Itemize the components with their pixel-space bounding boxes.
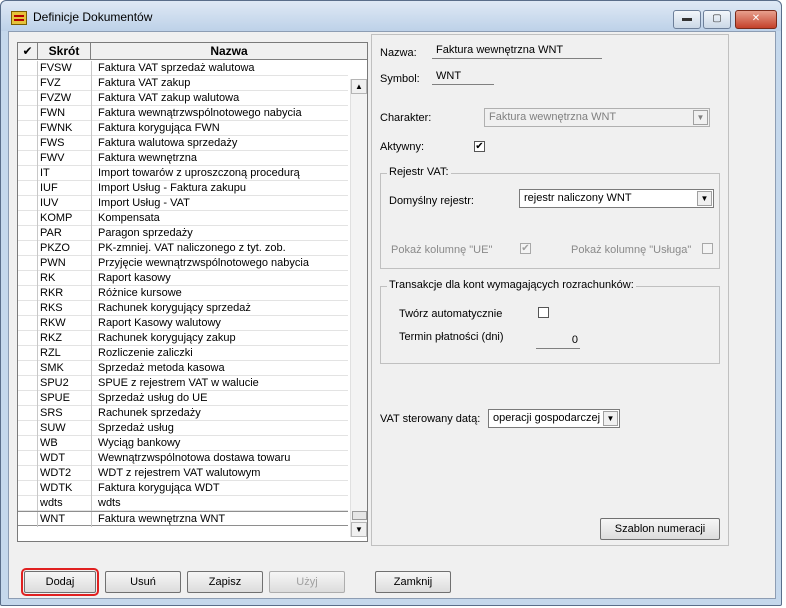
domyslny-rejestr-dropdown-icon[interactable]: ▼ xyxy=(697,191,712,206)
termin-platnosci-field[interactable]: 0 xyxy=(536,333,580,349)
vat-sterowany-combo[interactable] xyxy=(488,409,620,428)
skrot-cell: RKZ xyxy=(40,332,62,344)
charakter-value: Faktura wewnętrzna WNT xyxy=(489,111,617,123)
nazwa-cell: Paragon sprzedaży xyxy=(91,226,348,241)
table-row[interactable] xyxy=(18,61,348,76)
row-indicator[interactable] xyxy=(18,496,38,511)
symbol-field[interactable]: WNT xyxy=(432,69,494,85)
charakter-combo xyxy=(484,108,710,127)
maximize-button[interactable]: ▢ xyxy=(703,10,731,29)
nazwa-cell: Faktura korygująca WDT xyxy=(91,481,348,496)
zamknij-button[interactable]: Zamknij xyxy=(375,571,451,593)
table-row[interactable] xyxy=(18,256,348,271)
tworz-automatycznie-label: Twórz automatycznie xyxy=(399,308,503,320)
table-row[interactable] xyxy=(18,166,348,181)
ue-column-checkbox[interactable]: ✔ xyxy=(521,243,530,254)
nazwa-cell: wdts xyxy=(91,496,348,511)
table-row[interactable] xyxy=(18,496,348,511)
table-row[interactable] xyxy=(18,391,348,406)
table-row[interactable] xyxy=(18,121,348,136)
grid-rows xyxy=(18,61,348,526)
row-indicator[interactable] xyxy=(18,226,38,241)
nazwa-cell: Rachunek korygujący sprzedaż xyxy=(91,301,348,316)
nazwa-cell: Przyjęcie wewnątrzwspólnotowego nabycia xyxy=(91,256,348,271)
skrot-cell: PWN xyxy=(40,257,66,269)
nazwa-cell: Faktura VAT zakup walutowa xyxy=(91,91,348,106)
nazwa-cell: Faktura korygująca FWN xyxy=(91,121,348,136)
scroll-down-icon[interactable]: ▼ xyxy=(351,522,367,537)
transakcje-group xyxy=(380,279,720,364)
documents-grid[interactable] xyxy=(17,42,368,542)
app-icon xyxy=(11,11,27,25)
column-header-nazwa[interactable]: Nazwa xyxy=(210,44,248,58)
nazwa-cell: Import Usług - Faktura zakupu xyxy=(91,181,348,196)
table-row[interactable] xyxy=(18,136,348,151)
table-row[interactable] xyxy=(18,436,348,451)
nazwa-cell: Kompensata xyxy=(91,211,348,226)
skrot-cell: FWN xyxy=(40,107,66,119)
row-indicator[interactable] xyxy=(18,406,38,421)
aktywny-checkbox[interactable]: ✔ xyxy=(475,141,484,152)
domyslny-rejestr-value: rejestr naliczony WNT xyxy=(524,192,632,204)
nazwa-cell: Rachunek korygujący zakup xyxy=(91,331,348,346)
nazwa-cell: Wewnątrzwspólnotowa dostawa towaru xyxy=(91,451,348,466)
domyslny-rejestr-combo[interactable] xyxy=(519,189,714,208)
skrot-cell: RKR xyxy=(40,287,64,299)
skrot-cell: FWV xyxy=(40,152,65,164)
skrot-cell: RK xyxy=(40,272,56,284)
table-row[interactable] xyxy=(18,346,348,361)
row-indicator[interactable] xyxy=(18,181,38,196)
title-bar[interactable] xyxy=(1,1,781,31)
nazwa-cell: Rozliczenie zaliczki xyxy=(91,346,348,361)
row-indicator[interactable] xyxy=(18,331,38,346)
table-row[interactable] xyxy=(18,226,348,241)
table-row[interactable] xyxy=(18,151,348,166)
nazwa-cell: Faktura VAT zakup xyxy=(91,76,348,91)
skrot-cell: SPUE xyxy=(40,392,70,404)
nazwa-cell: Faktura wewnętrzna WNT xyxy=(91,512,348,527)
row-indicator[interactable] xyxy=(18,211,38,226)
nazwa-cell: PK-zmniej. VAT naliczonego z tyt. zob. xyxy=(91,241,348,256)
nazwa-cell: Faktura wewnątrzwspólnotowego nabycia xyxy=(91,106,348,121)
row-indicator[interactable] xyxy=(18,256,38,271)
row-indicator[interactable] xyxy=(18,151,38,166)
skrot-cell: SRS xyxy=(40,407,63,419)
uzyj-button[interactable]: Użyj xyxy=(269,571,345,593)
skrot-cell: WDTK xyxy=(40,482,73,494)
table-row[interactable] xyxy=(18,406,348,421)
skrot-cell: WB xyxy=(40,437,58,449)
termin-platnosci-label: Termin płatności (dni) xyxy=(399,331,504,343)
row-indicator[interactable] xyxy=(18,76,38,91)
skrot-cell: PKZO xyxy=(40,242,70,254)
row-indicator[interactable] xyxy=(18,286,38,301)
skrot-cell: WDT xyxy=(40,452,66,464)
zapisz-button[interactable]: Zapisz xyxy=(187,571,263,593)
table-row[interactable] xyxy=(18,481,348,496)
scroll-up-icon[interactable]: ▲ xyxy=(351,79,367,94)
skrot-cell: WNT xyxy=(40,513,66,525)
row-indicator[interactable] xyxy=(18,136,38,151)
charakter-dropdown-icon: ▼ xyxy=(693,110,708,125)
table-row[interactable] xyxy=(18,421,348,436)
nazwa-cell: Sprzedaż metoda kasowa xyxy=(91,361,348,376)
row-indicator[interactable] xyxy=(18,481,38,496)
nazwa-cell: WDT z rejestrem VAT walutowym xyxy=(91,466,348,481)
row-indicator[interactable] xyxy=(18,451,38,466)
symbol-label: Symbol: xyxy=(380,73,420,85)
table-row[interactable] xyxy=(18,511,348,526)
skrot-cell: WDT2 xyxy=(40,467,72,479)
usluga-column-checkbox[interactable] xyxy=(702,243,713,254)
nazwa-cell: Faktura walutowa sprzedaży xyxy=(91,136,348,151)
nazwa-cell: Faktura VAT sprzedaż walutowa xyxy=(91,61,348,76)
row-indicator[interactable] xyxy=(18,91,38,106)
szablon-numeracji-button[interactable]: Szablon numeracji xyxy=(600,518,720,540)
ue-column-label: Pokaż kolumnę "UE" xyxy=(391,244,493,256)
skrot-cell: wdts xyxy=(40,497,63,509)
rejestr-vat-group xyxy=(380,166,720,269)
row-indicator[interactable] xyxy=(18,421,38,436)
charakter-label: Charakter: xyxy=(380,112,432,124)
column-header-check[interactable]: ✔ xyxy=(18,43,38,60)
nazwa-cell: Import towarów z uproszczoną procedurą xyxy=(91,166,348,181)
dialog-client xyxy=(8,31,776,599)
transakcje-title: Transakcje dla kont wymagających rozrachunków: xyxy=(389,279,634,291)
skrot-cell: FVSW xyxy=(40,62,72,74)
scroll-thumb[interactable] xyxy=(352,511,367,520)
table-row[interactable] xyxy=(18,316,348,331)
minimize-button[interactable]: ▬ xyxy=(673,10,701,29)
usluga-column-label: Pokaż kolumnę "Usługa" xyxy=(571,244,692,256)
table-row[interactable] xyxy=(18,331,348,346)
usun-button[interactable]: Usuń xyxy=(105,571,181,593)
domyslny-rejestr-label: Domyślny rejestr: xyxy=(389,195,474,207)
table-row[interactable] xyxy=(18,271,348,286)
row-indicator[interactable] xyxy=(18,241,38,256)
table-row[interactable] xyxy=(18,376,348,391)
nazwa-cell: Import Usług - VAT xyxy=(91,196,348,211)
row-indicator[interactable] xyxy=(18,271,38,286)
row-indicator[interactable] xyxy=(18,346,38,361)
nazwa-field[interactable]: Faktura wewnętrzna WNT xyxy=(432,43,602,59)
vat-sterowany-value: operacji gospodarczej xyxy=(493,412,601,424)
row-indicator[interactable] xyxy=(18,436,38,451)
row-indicator[interactable] xyxy=(18,466,38,481)
skrot-cell: IT xyxy=(40,167,50,179)
table-row[interactable] xyxy=(18,181,348,196)
skrot-cell: RKW xyxy=(40,317,66,329)
table-row[interactable] xyxy=(18,286,348,301)
skrot-cell: SUW xyxy=(40,422,66,434)
tworz-automatycznie-checkbox[interactable] xyxy=(538,307,549,318)
nazwa-cell: Różnice kursowe xyxy=(91,286,348,301)
close-button[interactable]: ✕ xyxy=(735,10,777,29)
skrot-cell: IUF xyxy=(40,182,58,194)
dodaj-button[interactable]: Dodaj xyxy=(24,571,96,593)
vat-sterowany-dropdown-icon[interactable]: ▼ xyxy=(603,411,618,426)
skrot-cell: FVZW xyxy=(40,92,72,104)
nazwa-cell: Rachunek sprzedaży xyxy=(91,406,348,421)
skrot-cell: SMK xyxy=(40,362,64,374)
skrot-cell: IUV xyxy=(40,197,59,209)
nazwa-cell: Wyciąg bankowy xyxy=(91,436,348,451)
skrot-cell: SPU2 xyxy=(40,377,69,389)
skrot-cell: FVZ xyxy=(40,77,61,89)
table-row[interactable] xyxy=(18,361,348,376)
skrot-cell: RKS xyxy=(40,302,63,314)
skrot-cell: FWS xyxy=(40,137,65,149)
table-row[interactable] xyxy=(18,91,348,106)
row-indicator[interactable] xyxy=(18,391,38,406)
details-panel xyxy=(371,34,729,546)
row-indicator[interactable] xyxy=(18,196,38,211)
aktywny-label: Aktywny: xyxy=(380,141,425,153)
row-indicator[interactable] xyxy=(18,61,38,76)
table-row[interactable] xyxy=(18,241,348,256)
row-indicator[interactable] xyxy=(18,121,38,136)
table-row[interactable] xyxy=(18,466,348,481)
window-title: Definicje Dokumentów xyxy=(33,10,153,24)
row-indicator[interactable] xyxy=(18,361,38,376)
row-indicator[interactable] xyxy=(18,166,38,181)
nazwa-cell: Faktura wewnętrzna xyxy=(91,151,348,166)
table-row[interactable] xyxy=(18,76,348,91)
skrot-cell: KOMP xyxy=(40,212,73,224)
nazwa-cell: Raport Kasowy walutowy xyxy=(91,316,348,331)
nazwa-cell: Sprzedaż usług do UE xyxy=(91,391,348,406)
grid-scrollbar[interactable] xyxy=(350,79,367,537)
nazwa-cell: SPUE z rejestrem VAT w walucie xyxy=(91,376,348,391)
row-indicator[interactable] xyxy=(18,106,38,121)
row-indicator[interactable] xyxy=(18,316,38,331)
rejestr-vat-title: Rejestr VAT: xyxy=(389,166,449,178)
column-header-skrot[interactable]: Skrót xyxy=(38,43,91,60)
row-indicator[interactable] xyxy=(18,301,38,316)
skrot-cell: PAR xyxy=(40,227,62,239)
skrot-cell: FWNK xyxy=(40,122,73,134)
row-indicator[interactable] xyxy=(18,376,38,391)
table-row[interactable] xyxy=(18,301,348,316)
nazwa-cell: Raport kasowy xyxy=(91,271,348,286)
table-row[interactable] xyxy=(18,196,348,211)
grid-header xyxy=(18,43,367,60)
table-row[interactable] xyxy=(18,106,348,121)
table-row[interactable] xyxy=(18,211,348,226)
skrot-cell: RZL xyxy=(40,347,61,359)
table-row[interactable] xyxy=(18,451,348,466)
nazwa-label: Nazwa: xyxy=(380,47,417,59)
vat-sterowany-label: VAT sterowany datą: xyxy=(380,413,481,425)
row-indicator[interactable] xyxy=(18,512,38,527)
nazwa-cell: Sprzedaż usług xyxy=(91,421,348,436)
